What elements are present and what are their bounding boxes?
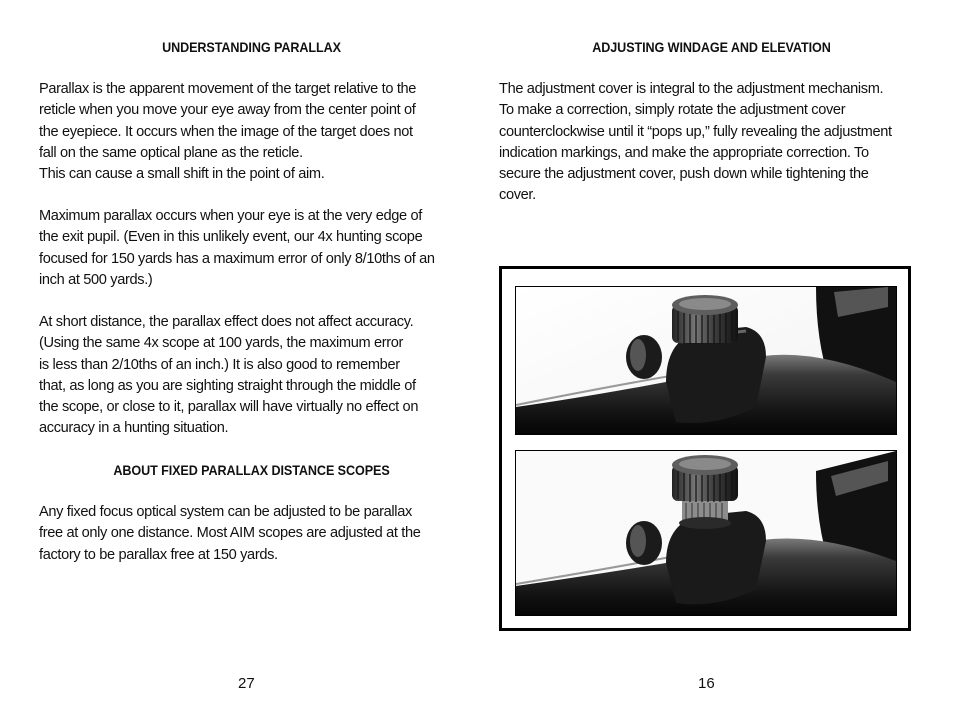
text-line: (Using the same 4x scope at 100 yards, the maximum error [39, 335, 404, 352]
heading-fixed-parallax-scopes: ABOUT FIXED PARALLAX DISTANCE SCOPES [113, 462, 390, 478]
text-line: cover. [499, 187, 536, 204]
paragraph-adjustment-cover [499, 79, 924, 207]
text-line: Parallax is the apparent movement of the target relative to the [39, 81, 417, 97]
paragraph-short-distance [39, 312, 464, 440]
text-line: the exit pupil. (Even in this unlikely event, our 4x hunting scope [39, 229, 423, 246]
text-line: Maximum parallax occurs when your eye is at the very edge of [39, 208, 422, 224]
text-line: secure the adjustment cover, push down while tightening the [499, 166, 869, 183]
text-line: To make a correction, simply rotate the adjustment cover [499, 102, 846, 119]
photo-cover-closed [515, 286, 897, 435]
text-line: the scope, or close to it, parallax will have virtually no effect on [39, 399, 419, 416]
text-line: counterclockwise until it “pops up,” fully revealing the adjustment [499, 123, 892, 140]
photo-cover-raised [515, 450, 897, 616]
text-line: The adjustment cover is integral to the adjustment mechanism. [499, 81, 884, 97]
heading-windage-elevation: ADJUSTING WINDAGE AND ELEVATION [592, 39, 831, 55]
text-line: fall on the same optical plane as the reticle. [39, 144, 303, 161]
text-line: At short distance, the parallax effect does not affect accuracy. [39, 314, 414, 330]
text-line: that, as long as you are sighting straight through the middle of [39, 377, 416, 394]
paragraph-maximum-parallax [39, 206, 464, 291]
text-line: This can cause a small shift in the point of aim. [39, 166, 325, 183]
text-line: indication markings, and make the appropriate correction. To [499, 144, 869, 161]
text-line: is less than 2/10ths of an inch.) It is also good to remember [39, 356, 400, 373]
text-line: free at only one distance. Most AIM scopes are adjusted at the [39, 525, 421, 542]
text-line: focused for 150 yards has a maximum error of only 8/10ths of an [39, 250, 435, 267]
text-line: reticle when you move your eye away from the center point of [39, 102, 416, 119]
paragraph-parallax-definition [39, 79, 464, 185]
scope-photo-frame [499, 266, 911, 631]
page-number-left: 27 [238, 675, 255, 692]
text-line: accuracy in a hunting situation. [39, 420, 229, 437]
text-line: Any fixed focus optical system can be adjusted to be parallax [39, 504, 412, 520]
heading-understanding-parallax: UNDERSTANDING PARALLAX [162, 39, 341, 55]
text-line: inch at 500 yards.) [39, 271, 153, 288]
text-line: factory to be parallax free at 150 yards. [39, 546, 278, 563]
text-line: the eyepiece. It occurs when the image of the target does not [39, 123, 413, 140]
scope-turret-raised-image [516, 451, 896, 615]
scope-turret-closed-image [516, 287, 896, 434]
page-number-right: 16 [698, 675, 715, 692]
paragraph-fixed-focus [39, 502, 464, 566]
